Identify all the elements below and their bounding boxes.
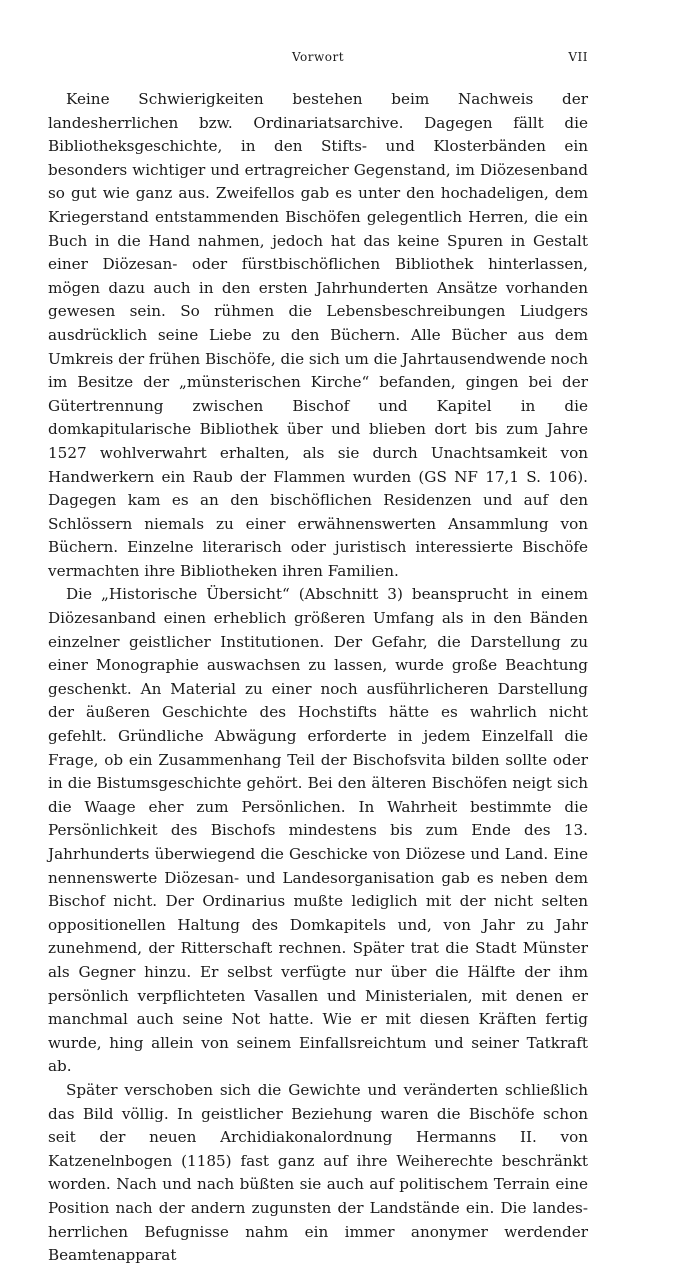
page-number: VII — [568, 50, 588, 64]
running-head — [48, 50, 588, 70]
paragraph-2: Die „Historische Übersicht“ (Abschnitt 3) beansprucht in einem Diözesanband einen erheblich größeren Umfang als in den Bänden einzelner geistlicher Institutionen. Der Gefahr, die Darstellung zu einer Monographie auswachsen zu lassen, wurde große Beachtung geschenkt. An Material zu einer noch ausführlicheren Darstellung der äußeren Geschichte des Hochstifts hätte es wahrlich nicht gefehlt. Gründliche Abwägung erforderte in jedem Einzelfall die Frage, ob ein Zusammenhang Teil der Bischofsvita bilden sollte oder in die Bistumsgeschichte gehört. Bei den älteren Bischöfen neigt sich die Waage eher zum Persönlichen. In Wahrheit bestimmte die Persönlichkeit des Bischofs mindestens bis zum Ende des 13. Jahrhunderts überwiegend die Geschicke von Diözese und Land. Eine nennenswerte Diözesan- und Landesorganisation gab es neben dem Bischof nicht. Der Ordinarius mußte lediglich mit der nicht selten oppositionellen Haltung des Domkapitels und, von Jahr zu Jahr zunehmend, der Ritterschaft rechnen. Später trat die Stadt Münster als Gegner hinzu. Er selbst verfügte nur über die Hälfte der ihm persönlich verpflichteten Vasallen und Ministerialen, mit denen er manchmal auch seine Not hatte. Wie er mit diesen Kräften fertig wurde, hing allein von seinem Einfallsreichtum und seiner Tatkraft ab. — [48, 585, 588, 1076]
body-text — [48, 88, 588, 1268]
paragraph-3: Später verschoben sich die Gewichte und veränderten schließlich das Bild völlig. In geistlicher Beziehung waren die Bischöfe schon seit der neuen Archidiakonalordnung Hermanns II. von Katzenelnbogen (1185) fast ganz auf ihre Weiherechte beschränkt worden. Nach und nach büßten sie auch auf politischem Terrain eine Position nach der andern zugunsten der Landstände ein. Die landesherrlichen Befugnisse nahm ein immer anonymer werdender Beamtenapparat — [48, 1080, 588, 1265]
running-title: Vorwort — [291, 50, 345, 64]
paragraph-1: Keine Schwierigkeiten bestehen beim Nachweis der landesherrlichen bzw. Ordinariatsarchive. Dagegen fällt die Bibliotheksgeschichte, in den Stifts- und Klosterbänden ein besonders wichtiger und ertragreicher Gegenstand, im Diözesenband so gut wie ganz aus. Zweifellos gab es unter den hochadeligen, dem Kriegerstand entstammenden Bischöfen gelegentlich Herren, die ein Buch in die Hand nahmen, jedoch hat das keine Spuren in Gestalt einer Diözesan- oder fürstbischöflichen Bibliothek hinterlassen, mögen dazu auch in den ersten Jahrhunderten Ansätze vorhanden gewesen sein. So rühmen die Lebensbeschreibungen Liudgers ausdrücklich seine Liebe zu den Büchern. Alle Bücher aus dem Umkreis der frühen Bischöfe, die sich um die Jahrtausendwende noch im Besitze der „münsterischen Kirche“ befanden, gingen bei der Gütertrennung zwischen Bischof und Kapitel in die domkapitularische Bibliothek über und blieben dort bis zum Jahre 1527 wohlverwahrt erhalten, als sie durch Unachtsamkeit von Handwerkern ein Raub der Flammen wurden (GS NF 17,1 S. 106). Dagegen kam es an den bischöflichen Residenzen und auf den Schlössern niemals zu einer erwähnenswerten Ansammlung von Büchern. Einzelne literarisch oder juristisch interessierte Bischöfe vermachten ihre Bibliotheken ihren Familien. — [48, 90, 588, 580]
